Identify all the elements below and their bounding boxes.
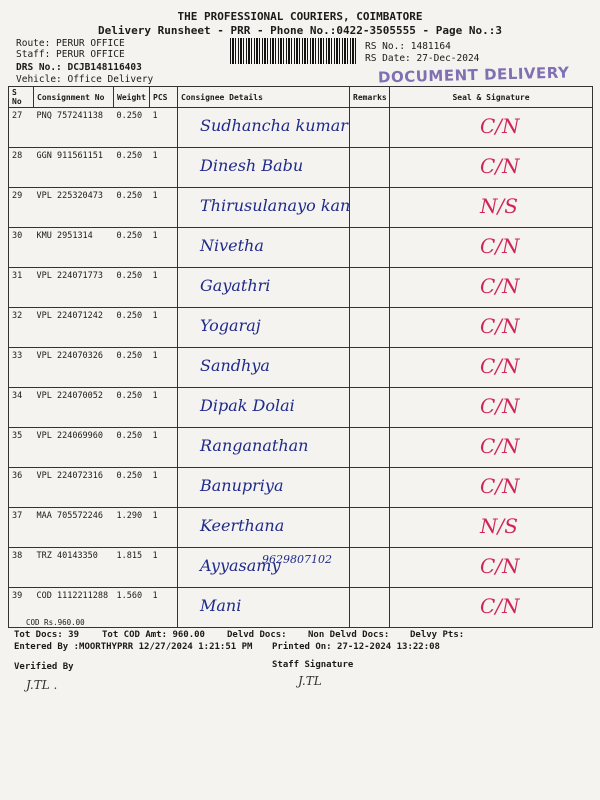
row-seal (390, 468, 593, 508)
table-row (9, 108, 593, 148)
row-sno: 33 (9, 348, 34, 388)
row-consignment: COD 1112211288 (34, 588, 114, 628)
consignee-handwriting: Sandhya (200, 356, 270, 375)
consignee-handwriting: Ayyasamy (200, 556, 281, 575)
row-pcs: 1 (150, 268, 178, 308)
document-delivery-stamp: DOCUMENT DELIVERY (377, 63, 570, 87)
row-consignee (178, 228, 350, 268)
staff-signature: J.TL (298, 674, 322, 688)
row-pcs: 1 (150, 348, 178, 388)
rs-number: RS No.: 1481164 (365, 41, 451, 52)
seal-handwriting: C/N (480, 114, 520, 138)
row-weight: 0.250 (114, 268, 150, 308)
col-consignment: Consignment No (34, 87, 114, 108)
seal-handwriting: C/N (480, 154, 520, 178)
table-row (9, 468, 593, 508)
row-seal (390, 348, 593, 388)
row-remarks (350, 468, 390, 508)
row-pcs: 1 (150, 508, 178, 548)
row-weight: 0.250 (114, 388, 150, 428)
total-cod-amount: Tot COD Amt: 960.00 (102, 630, 205, 640)
consignee-handwriting: Dinesh Babu (200, 156, 304, 175)
row-pcs: 1 (150, 548, 178, 588)
row-consignee (178, 588, 350, 628)
row-remarks (350, 428, 390, 468)
col-pcs: PCS (150, 87, 178, 108)
row-sno: 32 (9, 308, 34, 348)
row-sno: 38 (9, 548, 34, 588)
drs-number: DRS No.: DCJB148116403 (16, 62, 142, 73)
row-weight: 0.250 (114, 308, 150, 348)
row-consignee (178, 388, 350, 428)
seal-handwriting: N/S (480, 194, 518, 218)
row-sno: 37 (9, 508, 34, 548)
verifier-signature: J.TL . (26, 678, 58, 692)
delivered-docs: Delvd Docs: (227, 630, 287, 640)
printed-on: Printed On: 27-12-2024 13:22:08 (272, 642, 440, 652)
row-pcs: 1 (150, 308, 178, 348)
consignee-handwriting: Keerthana (200, 516, 285, 535)
row-consignee (178, 108, 350, 148)
consignee-handwriting: Banupriya (200, 476, 284, 495)
row-seal (390, 388, 593, 428)
row-remarks (350, 508, 390, 548)
row-pcs: 1 (150, 188, 178, 228)
row-pcs: 1 (150, 148, 178, 188)
row-sno: 35 (9, 428, 34, 468)
row-consignee (178, 468, 350, 508)
row-pcs: 1 (150, 228, 178, 268)
row-sno: 36 (9, 468, 34, 508)
row-remarks (350, 268, 390, 308)
verified-by-label: Verified By (14, 662, 74, 672)
table-row (9, 428, 593, 468)
seal-handwriting: C/N (480, 274, 520, 298)
col-remarks: Remarks (350, 87, 390, 108)
row-consignment: VPL 224069960 (34, 428, 114, 468)
seal-handwriting: C/N (480, 594, 520, 618)
table-row (9, 588, 593, 628)
non-delivered-docs: Non Delvd Docs: (308, 630, 390, 640)
row-sno: 28 (9, 148, 34, 188)
seal-handwriting: C/N (480, 354, 520, 378)
row-remarks (350, 588, 390, 628)
consignee-handwriting: Gayathri (200, 276, 271, 295)
col-sno: S No (9, 87, 34, 108)
seal-handwriting: C/N (480, 394, 520, 418)
seal-handwriting: C/N (480, 434, 520, 458)
row-weight: 1.560 (114, 588, 150, 628)
row-pcs: 1 (150, 468, 178, 508)
row-consignment: KMU 2951314 (34, 228, 114, 268)
row-weight: 1.815 (114, 548, 150, 588)
row-weight: 0.250 (114, 468, 150, 508)
row-consignment: MAA 705572246 (34, 508, 114, 548)
barcode-image (230, 38, 358, 64)
row-sno: 31 (9, 268, 34, 308)
row-remarks (350, 108, 390, 148)
col-consignee: Consignee Details (178, 87, 350, 108)
row-weight: 0.250 (114, 348, 150, 388)
row-weight: 0.250 (114, 228, 150, 268)
row-weight: 0.250 (114, 148, 150, 188)
total-docs: Tot Docs: 39 (14, 630, 80, 640)
row-consignee (178, 148, 350, 188)
col-weight: Weight (114, 87, 150, 108)
table-row (9, 268, 593, 308)
row-weight: 0.250 (114, 108, 150, 148)
table-row (9, 228, 593, 268)
row-consignee (178, 308, 350, 348)
row-sno: 34 (9, 388, 34, 428)
entered-by: Entered By :MOORTHYPRR 12/27/2024 1:21:51 PM (14, 642, 253, 652)
row-consignee (178, 348, 350, 388)
row-remarks (350, 308, 390, 348)
row-seal (390, 268, 593, 308)
seal-handwriting: C/N (480, 314, 520, 338)
row-seal (390, 508, 593, 548)
row-consignment: VPL 224070052 (34, 388, 114, 428)
row-weight: 0.250 (114, 428, 150, 468)
staff-signature-label: Staff Signature (272, 660, 354, 670)
row-weight: 0.250 (114, 188, 150, 228)
row-sno: 29 (9, 188, 34, 228)
row-seal (390, 228, 593, 268)
row-consignment: VPL 224072316 (34, 468, 114, 508)
row-remarks (350, 148, 390, 188)
row-pcs: 1 (150, 428, 178, 468)
consignee-handwriting: Sudhancha kumar (200, 116, 348, 135)
table-row (9, 188, 593, 228)
seal-handwriting: C/N (480, 234, 520, 258)
seal-handwriting: C/N (480, 554, 520, 578)
row-seal (390, 428, 593, 468)
row-seal (390, 188, 593, 228)
route-label: Route: PERUR OFFICE (16, 38, 125, 49)
row-consignee (178, 508, 350, 548)
row-consignment: TRZ 40143350 (34, 548, 114, 588)
row-sno: 27 (9, 108, 34, 148)
row-remarks (350, 388, 390, 428)
row-weight: 1.290 (114, 508, 150, 548)
row-consignment: VPL 225320473 (34, 188, 114, 228)
row-remarks (350, 228, 390, 268)
runsheet-subtitle: Delivery Runsheet - PRR - Phone No.:0422-3505555 - Page No.:3 (98, 24, 502, 37)
delivery-points: Delvy Pts: (410, 630, 465, 640)
table-row (9, 308, 593, 348)
row-pcs: 1 (150, 108, 178, 148)
vehicle-label: Vehicle: Office Delivery (16, 74, 154, 85)
row-seal (390, 548, 593, 588)
cod-note: COD Rs.960.00 (26, 618, 85, 627)
staff-label: Staff: PERUR OFFICE (16, 49, 125, 60)
consignee-handwriting: Yogaraj (200, 316, 261, 335)
rs-date: RS Date: 27-Dec-2024 (365, 53, 480, 64)
row-seal (390, 588, 593, 628)
runsheet-table (8, 86, 593, 628)
row-consignment: VPL 224071773 (34, 268, 114, 308)
row-remarks (350, 548, 390, 588)
company-title: THE PROFESSIONAL COURIERS, COIMBATORE (177, 10, 423, 23)
row-consignment: GGN 911561151 (34, 148, 114, 188)
consignee-handwriting: Mani (200, 596, 242, 615)
consignee-handwriting: Dipak Dolai (200, 396, 295, 415)
row-pcs: 1 (150, 588, 178, 628)
row-remarks (350, 348, 390, 388)
table-row (9, 348, 593, 388)
row-seal (390, 148, 593, 188)
consignee-handwriting: Thirusulanayo kan (200, 196, 351, 215)
table-row (9, 508, 593, 548)
table-row (9, 148, 593, 188)
handwritten-phone-note: 9629807102 (262, 553, 332, 566)
row-consignment: PNQ 757241138 (34, 108, 114, 148)
consignee-handwriting: Nivetha (200, 236, 264, 255)
row-remarks (350, 188, 390, 228)
seal-handwriting: C/N (480, 474, 520, 498)
row-consignee (178, 188, 350, 228)
row-consignment: VPL 224071242 (34, 308, 114, 348)
row-seal (390, 308, 593, 348)
row-consignee (178, 268, 350, 308)
row-consignment: VPL 224070326 (34, 348, 114, 388)
row-seal (390, 108, 593, 148)
seal-handwriting: N/S (480, 514, 518, 538)
row-sno: 39 (9, 588, 34, 628)
row-consignee (178, 428, 350, 468)
table-header-row (9, 87, 593, 108)
row-pcs: 1 (150, 388, 178, 428)
consignee-handwriting: Ranganathan (200, 436, 309, 455)
col-seal: Seal & Signature (390, 87, 593, 108)
table-row (9, 388, 593, 428)
row-sno: 30 (9, 228, 34, 268)
